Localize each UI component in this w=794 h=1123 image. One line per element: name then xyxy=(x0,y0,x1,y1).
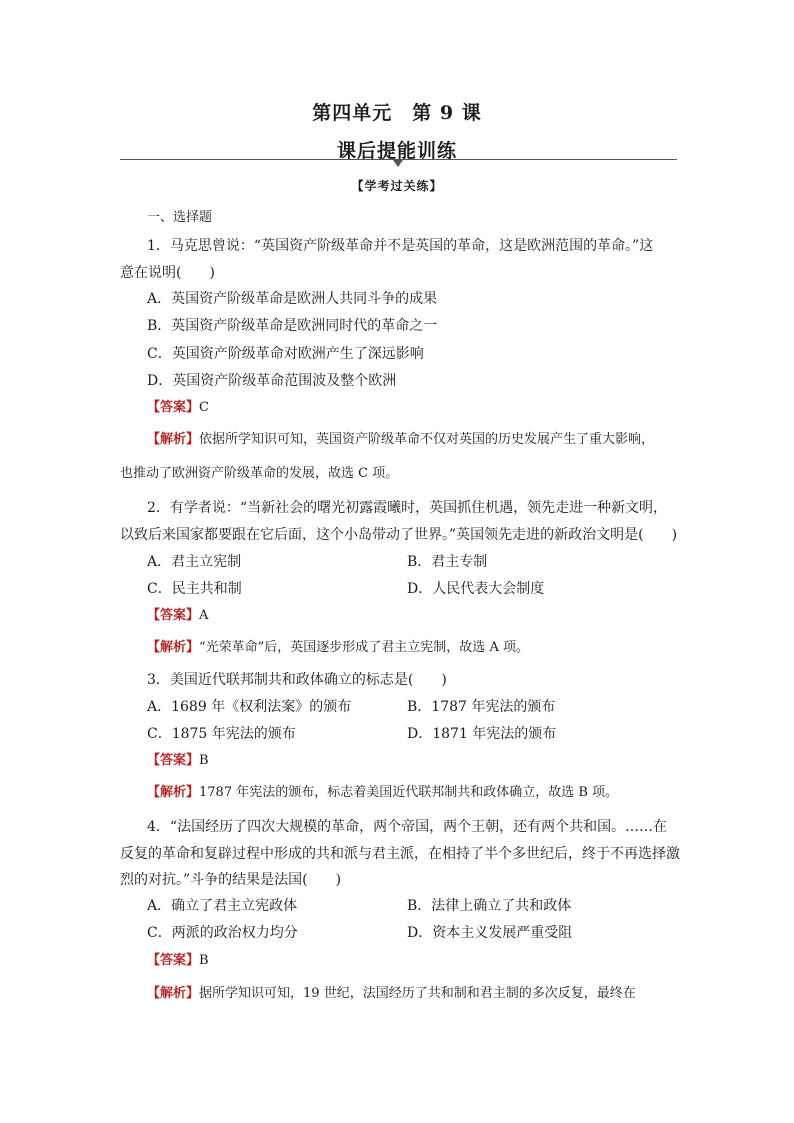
q4-stem-line3: 烈的对抗。”斗争的结果是法国( ) xyxy=(120,872,342,888)
q1-option-a: A．英国资产阶级革命是欧洲人共同斗争的成果 xyxy=(147,291,438,307)
q4-answer xyxy=(147,951,209,971)
analysis-label: 【解析】 xyxy=(147,640,200,655)
q3-answer-value: B xyxy=(199,753,209,768)
q2-stem-line1: 2．有学者说：“当新社会的曙光初露霞曦时，英国抓住机遇，领先走进一种新文明， xyxy=(147,500,668,516)
q2-analysis-text: “光荣革命”后，英国逐步形成了君主立宪制，故选 A 项。 xyxy=(199,640,529,655)
q3-option-c: C．1875 年宪法的颁布 xyxy=(147,726,296,742)
analysis-label: 【解析】 xyxy=(147,432,200,447)
q2-option-c: C．民主共和制 xyxy=(147,581,242,597)
q1-answer xyxy=(147,398,209,418)
answer-label: 【答案】 xyxy=(147,953,200,968)
q3-option-b: B．1787 年宪法的颁布 xyxy=(407,699,556,715)
q1-analysis-line2: 也推动了欧洲资产阶级革命的发展，故选 C 项。 xyxy=(120,466,399,481)
section-heading: 一、选择题 xyxy=(147,210,213,225)
q4-option-b: B．法律上确立了共和政体 xyxy=(407,898,572,914)
answer-label: 【答案】 xyxy=(147,753,200,768)
q4-analysis-line1 xyxy=(147,984,636,1004)
q4-stem-line2: 反复的革命和复辟过程中形成的共和派与君主派，在相持了半个多世纪后，终于不再选择激 xyxy=(120,846,680,862)
q1-option-c: C．英国资产阶级革命对欧洲产生了深远影响 xyxy=(147,346,424,362)
page-subtitle: 课后提能训练 xyxy=(336,140,457,162)
divider-triangle-icon xyxy=(393,160,403,167)
q3-analysis-text: 1787 年宪法的颁布，标志着美国近代联邦制共和政体确立，故选 B 项。 xyxy=(199,785,619,800)
q4-option-d: D．资本主义发展严重受阻 xyxy=(407,925,573,941)
q1-stem-line1: 1．马克思曾说：“英国资产阶级革命并不是英国的革命，这是欧洲范围的革命。”这 xyxy=(147,238,654,254)
q4-option-a: A．确立了君主立宪政体 xyxy=(147,898,298,914)
q1-analysis-text: 依据所学知识可知，英国资产阶级革命不仅对英国的历史发展产生了重大影响， xyxy=(199,432,655,447)
q1-stem-line2: 意在说明( ) xyxy=(120,265,215,281)
q2-answer xyxy=(147,606,208,626)
q4-option-c: C．两派的政治权力均分 xyxy=(147,925,298,941)
q2-option-a: A．君主立宪制 xyxy=(147,554,242,570)
q1-answer-value: C xyxy=(199,400,209,415)
page-title: 第四单元 第 9 课 xyxy=(312,102,482,124)
q1-option-d: D．英国资产阶级革命范围波及整个欧洲 xyxy=(147,373,397,389)
answer-label: 【答案】 xyxy=(147,608,200,623)
q4-answer-value: B xyxy=(199,953,209,968)
answer-label: 【答案】 xyxy=(147,400,200,415)
q2-stem-line2: 以致后来国家都要跟在它后面，这个小岛带动了世界。”英国领先走进的新政治文明是( ) xyxy=(120,527,678,543)
q3-stem: 3．美国近代联邦制共和政体确立的标志是( ) xyxy=(147,672,447,688)
q4-stem-line1: 4．“法国经历了四次大规模的革命，两个帝国，两个王朝，还有两个共和国。……在 xyxy=(147,819,668,835)
q1-option-b: B．英国资产阶级革命是欧洲同时代的革命之一 xyxy=(147,318,438,334)
q2-answer-value: A xyxy=(199,608,209,623)
q3-option-a: A．1689 年《权利法案》的颁布 xyxy=(147,699,352,715)
q2-option-b: B．君主专制 xyxy=(407,554,488,570)
q2-analysis xyxy=(147,638,529,658)
q3-answer xyxy=(147,751,209,771)
analysis-label: 【解析】 xyxy=(147,986,200,1001)
section-banner: 【学考过关练】 xyxy=(351,179,443,193)
q1-analysis-line1 xyxy=(147,430,654,450)
analysis-label: 【解析】 xyxy=(147,785,200,800)
q3-option-d: D．1871 年宪法的颁布 xyxy=(407,726,557,742)
q2-option-d: D．人民代表大会制度 xyxy=(407,581,545,597)
q4-analysis-text: 据所学知识可知，19 世纪，法国经历了共和制和君主制的多次反复，最终在 xyxy=(199,986,636,1001)
q3-analysis xyxy=(147,783,618,803)
